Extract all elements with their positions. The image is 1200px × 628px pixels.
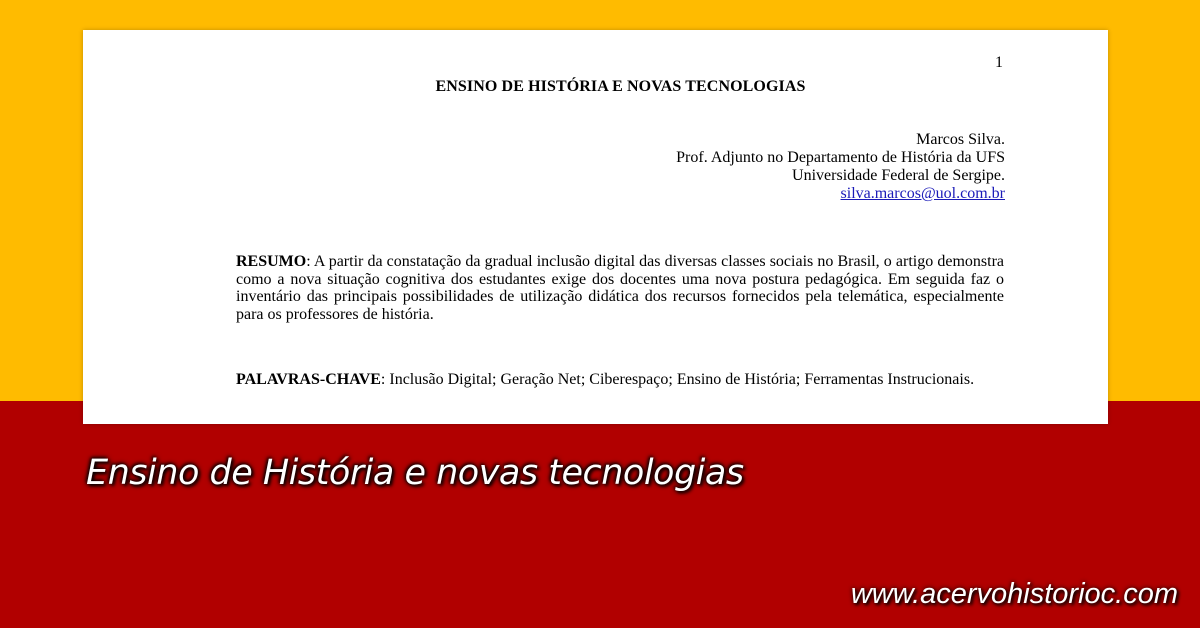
- document-page-preview: [83, 30, 1108, 424]
- author-email-link[interactable]: silva.marcos@uol.com.br: [840, 185, 1005, 202]
- author-name: Marcos Silva.: [916, 131, 1005, 148]
- author-block: [676, 131, 1005, 203]
- keywords-text: : Inclusão Digital; Geração Net; Ciberespaço; Ensino de História; Ferramentas Instrucionais.: [380, 371, 975, 388]
- author-institution: Universidade Federal de Sergipe.: [792, 167, 1005, 184]
- page-number: 1: [995, 54, 1003, 71]
- abstract-label: RESUMO: [236, 253, 307, 270]
- keywords-paragraph: [236, 367, 1004, 393]
- abstract-paragraph: [236, 253, 1004, 323]
- document-title: ENSINO DE HISTÓRIA E NOVAS TECNOLOGIAS: [435, 78, 806, 95]
- banner-headline: Ensino de História e novas tecnologias: [86, 453, 744, 493]
- keywords-label: PALAVRAS-CHAVE: [236, 371, 381, 388]
- site-url-link[interactable]: www.acervohistorioc.com: [850, 578, 1178, 610]
- abstract-text: : A partir da constatação da gradual inclusão digital das diversas classes sociais no Brasil, o artigo demonstra como a nova situação cognitiva dos estudantes exige dos docentes uma nova postura pedagógica. Em seguida faz o inventário das principais possibilidades de utilização didática dos recursos fornecidos pela telemática, especialmente para os professores de história.: [236, 253, 1004, 323]
- author-position: Prof. Adjunto no Departamento de História da UFS: [676, 149, 1005, 166]
